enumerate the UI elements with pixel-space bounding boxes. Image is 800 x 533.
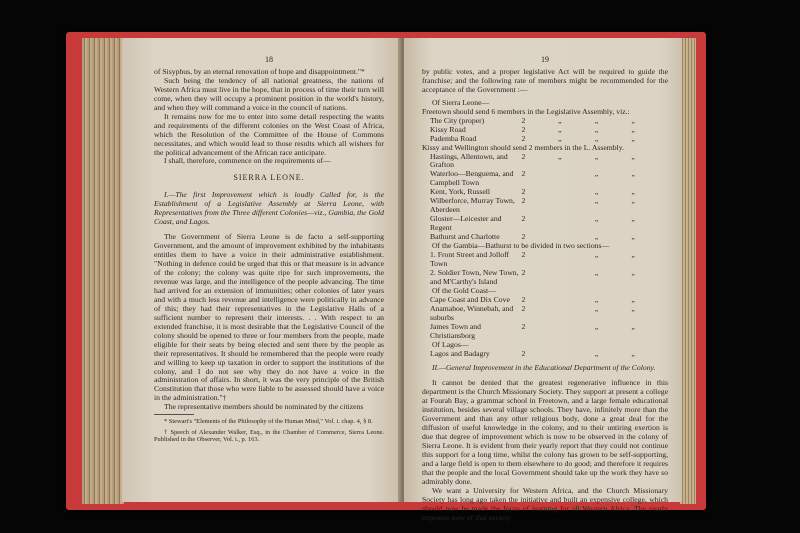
member-row-d3: „ — [631, 214, 635, 224]
paragraph: Such being the tendency of all national greatness, the nations of Western Africa must live in the hope, that in process of time their turn will come, when they will occupy a prominent position in the world's history, and when they will command a voice in the council of nations. — [154, 75, 384, 112]
member-row-d1 — [558, 197, 595, 215]
member-row-name: Lagos and Badagry — [430, 348, 490, 358]
member-row-d3: „ — [631, 303, 635, 313]
member-row-num: 2 — [521, 214, 526, 224]
member-row-d1 — [558, 269, 595, 287]
member-row-num: 2 — [521, 196, 526, 206]
paragraph: It cannot be denied that the greatest regenerative influence in this department is the Church Missionary Society. They support at present a college at Fourah Bay, a grammar school in Freetown, and a large female educational institution, besides several village schools. They have, infinitely more than the Government and than any other religious body, done a great deal for the diffusion of useful knowledge in the colony, and to their untiring exertion is due that degree of improvement which is now to be observed in the colony of Sierra Leone. It is evident from their yearly report that they could not continue this support for a long time, whilst the colony has grown to be self-supporting, and a large field is open to them elsewhere to do good; and therefore it requires that the people and the local Government should take up the work they have so admirably done. — [422, 378, 668, 486]
member-row-d1: „ — [558, 151, 562, 161]
member-row-name: James Town and Christiansborg — [430, 321, 481, 340]
member-list — [422, 251, 668, 287]
member-row-d2: „ — [594, 267, 599, 277]
member-row-d3: „ — [631, 321, 635, 331]
member-row-d1: „ — [558, 115, 562, 125]
member-row — [422, 215, 668, 233]
member-row-d1 — [558, 170, 595, 188]
member-row-d1 — [558, 188, 595, 197]
member-row-d1 — [558, 296, 595, 305]
member-list — [422, 350, 668, 359]
member-row-d2: „ — [594, 321, 599, 331]
member-row-name: Anamaboe, Winnebah, and suburbs — [430, 303, 514, 322]
section-heading: SIERRA LEONE. — [233, 173, 305, 183]
member-row-d3: „ — [631, 115, 635, 125]
member-row-d2: „ — [594, 187, 599, 197]
section-title: I.—The first Improvement which is loudly Called for, is the Establishment of a Legislative Assembly at Sierra Leone, with Representatives from the Three different Colonies—viz., Gambia, the Gold Coast, and Lagos. — [154, 190, 384, 227]
member-row-d2: „ — [594, 196, 599, 206]
member-row-name: Kissy Road — [430, 124, 466, 134]
member-row-d2: „ — [594, 214, 599, 224]
member-row-num: 2 — [521, 151, 526, 161]
left-page — [122, 38, 402, 502]
member-row-d2: „ — [594, 232, 599, 242]
member-row-name: Bathurst and Charlotte — [430, 232, 500, 242]
member-row — [422, 269, 668, 287]
member-row-num: 2 — [521, 133, 526, 143]
member-row-num: 2 — [521, 187, 526, 197]
member-row-name: Pademba Road — [430, 133, 477, 143]
paragraph: by public votes, and a proper legislative Act will be required to guide the franchise; and the following rate of members might be recommended for the acceptance of the Government :— — [422, 66, 668, 94]
member-row — [422, 153, 668, 171]
member-row-d1 — [558, 350, 595, 359]
footnote: † Speech of Alexander Walker, Esq., in the Chamber of Commerce, Sierra Leone. Published in the Observer, Vol. i., p. 163. — [154, 428, 384, 444]
member-row — [422, 323, 668, 341]
right-page — [404, 38, 682, 522]
member-row-num: 2 — [521, 294, 526, 304]
member-row-num: 2 — [521, 169, 526, 179]
member-row-d1: „ — [558, 124, 562, 134]
page-edges-left — [82, 38, 124, 504]
member-list — [422, 153, 668, 243]
member-row-d1 — [558, 323, 595, 341]
member-row-name: Kent, York, Russell — [430, 187, 491, 197]
member-row-name: 1. Front Street and Jolloff Town — [430, 250, 510, 268]
member-row-d2: „ — [594, 250, 599, 260]
member-row — [422, 197, 668, 215]
member-list — [422, 117, 668, 144]
list-heading: Of Sierra Leone— — [432, 97, 490, 107]
member-row-d1: „ — [558, 133, 562, 143]
member-row-d3: „ — [631, 124, 635, 134]
member-row-name: The City (proper) — [430, 115, 485, 125]
member-list — [422, 296, 668, 341]
member-row-d1 — [558, 251, 595, 269]
paragraph: of Sisyphus, by an eternal renovation of hope and disappointment."* — [154, 66, 365, 76]
member-row-d3: „ — [631, 187, 635, 197]
member-row-d3: „ — [631, 151, 635, 161]
member-row-name: 2. Soldier Town, New Town, and M'Carthy's Island — [430, 267, 519, 286]
member-row-d3: „ — [631, 348, 635, 358]
page-number: 18 — [265, 55, 273, 64]
member-row-d2: „ — [594, 303, 599, 313]
member-row-d2: „ — [594, 124, 599, 134]
member-row-d1 — [558, 305, 595, 323]
list-heading: Of Lagos— — [432, 339, 469, 349]
paragraph: I shall, therefore, commence on the requirements of— — [164, 156, 331, 166]
member-row-d3: „ — [631, 250, 635, 260]
section-title: II.—General Improvement in the Educational Department of the Colony. — [432, 363, 656, 373]
member-row-num: 2 — [521, 115, 526, 125]
page-edges-right — [680, 38, 696, 504]
member-row-num: 2 — [521, 303, 526, 313]
member-row-d3: „ — [631, 133, 635, 143]
member-row-num: 2 — [521, 348, 526, 358]
member-row-num: 2 — [521, 124, 526, 134]
member-row-name: Wilberforce, Murray Town, Aberdeen — [430, 196, 515, 215]
footnote: * Stewart's "Elements of the Philosophy of the Human Mind," Vol. i. chap. 4, § 8. — [164, 418, 373, 426]
member-row-d2: „ — [594, 348, 599, 358]
member-row-d3: „ — [631, 196, 635, 206]
member-row-d2: „ — [594, 169, 599, 179]
list-heading: Of the Gold Coast— — [432, 285, 496, 295]
member-row-d3: „ — [631, 267, 635, 277]
member-row-d3: „ — [631, 169, 635, 179]
list-line: Freetown should send 6 members in the Legislative Assembly, viz.: — [422, 106, 630, 116]
member-row-name: Cape Coast and Dix Cove — [430, 294, 510, 304]
member-row-d1 — [558, 215, 595, 233]
member-row-num: 2 — [521, 267, 526, 277]
member-row-d3: „ — [631, 232, 635, 242]
paragraph: We want a University for Western Africa, and the Church Missionary Society has long ago taken the initiative and built an expensive college, which should now be made the focus of learning for all Western Africa. The yearly expenses now of that society — [422, 485, 668, 522]
footnote-rule — [154, 414, 194, 415]
member-row-name: Gloster—Leicester and Regent — [430, 214, 502, 233]
page-number: 19 — [541, 55, 549, 64]
member-row — [422, 350, 668, 359]
member-row — [422, 305, 668, 323]
member-row-d2: „ — [594, 115, 599, 125]
paragraph: The representative members should be nominated by the citizens — [164, 402, 364, 412]
member-row — [422, 170, 668, 188]
member-row-num: 2 — [521, 250, 526, 260]
member-row-num: 2 — [521, 321, 526, 331]
member-row-d2: „ — [594, 151, 599, 161]
member-row-d2: „ — [594, 294, 599, 304]
member-row-d2: „ — [594, 133, 599, 143]
list-line: Kissy and Wellington should send 2 members in the L. Assembly. — [422, 142, 625, 152]
member-row — [422, 251, 668, 269]
paragraph: The Government of Sierra Leone is de facto a self-supporting Government, and the amount of improvement exhibited by the inhabitants entitles them to have a voice in their administrative establishment. "Nothing in defence could be urged that this or that measure is in advance of the colony; the colony was quite ripe for such improvements, the revenue was large, and the intelligence of the people advancing. The time had arrived for an extension of immunities; other colonies of later years and with a much less revenue and intelligence were politically in advance of this; they had their representatives in the Legislative Halls of a sufficient number to represent their interests. . . With respect to an extended franchise, it is most desirable that the Legislative Council of the colony should be opened to three or four members from the people, made eligible for their seats by being elected and sent there by the people as their representatives. It should be remembered that the people were ready and willing to keep up taxation in order to support the institutions of the colony, and I do not see why they do not have a voice in the administration of affairs. In short, it was the very principle of the British Constitution that those who were liable to be assessed should have a voice in the administration."† — [154, 232, 384, 403]
member-row-num: 2 — [521, 232, 526, 242]
list-heading: Of the Gambia—Bathurst to be divided in two sections— — [432, 241, 610, 251]
member-row-name: Hastings, Allentown, and Grafton — [430, 151, 508, 170]
paragraph: It remains now for me to enter into some detail respecting the wants and requirements of the different colonies on the West Coast of Africa, which the Resolution of the Committee of the House of Commons necessitates, and which would lead to those results which all wishers for the political advancement of the African race anticipate. — [154, 111, 384, 157]
member-row-name: Waterloo—Benguema, and Campbell Town — [430, 169, 514, 188]
member-row-d3: „ — [631, 294, 635, 304]
